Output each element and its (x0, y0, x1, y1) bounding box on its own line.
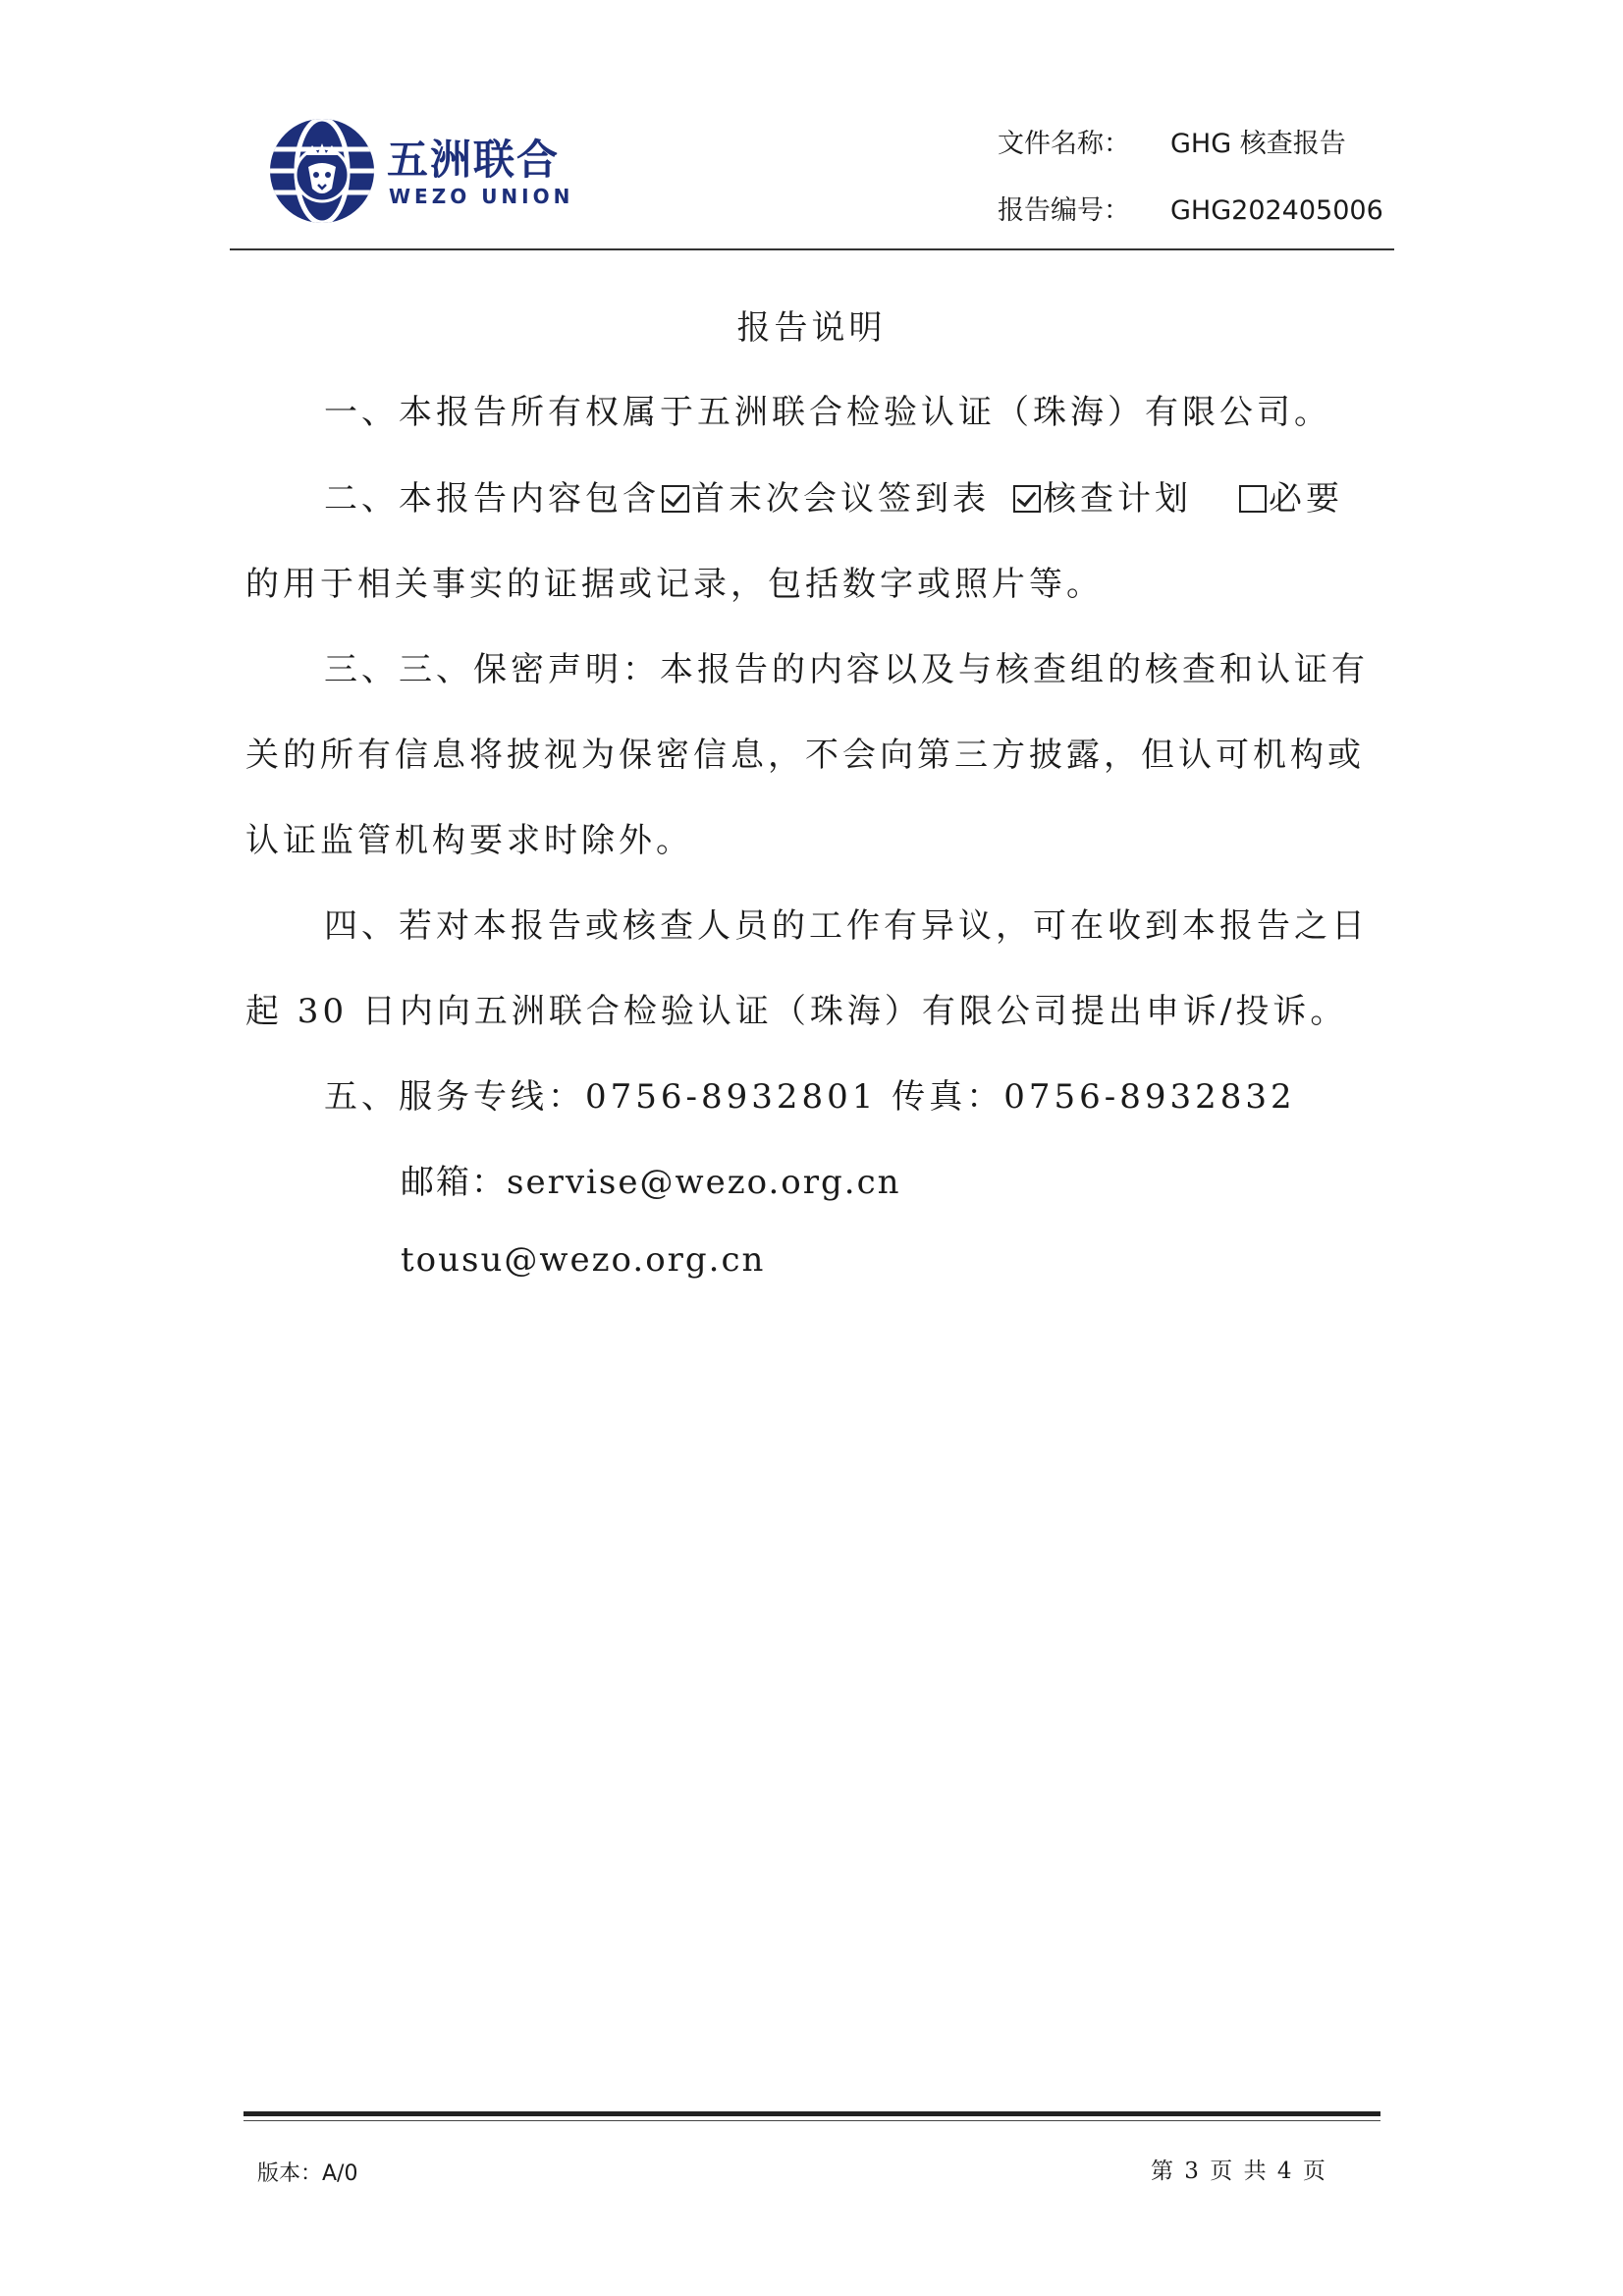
report-number-value: GHG202405006 (1170, 195, 1383, 226)
paragraph-2-prefix: 二、本报告内容包含 (324, 479, 660, 519)
email-line-2: tousu@wezo.org.cn (401, 1240, 766, 1280)
paragraph-3-line-2: 关的所有信息将披视为保密信息，不会向第三方披露，但认可机构或 (245, 736, 1365, 775)
paragraph-1: 一、本报告所有权属于五洲联合检验认证（珠海）有限公司。 (324, 393, 1331, 432)
brand-name-en: WEZO UNION (389, 185, 574, 208)
email-line-1: 邮箱：servise@wezo.org.cn (401, 1163, 901, 1202)
service-hotline: 五、服务专线：0756-8932801 传真：0756-8932832 (324, 1077, 1296, 1117)
paragraph-3-line-3: 认证监管机构要求时除外。 (245, 821, 693, 860)
header-divider (230, 248, 1394, 250)
paragraph-2-line-2: 的用于相关事实的证据或记录，包括数字或照片等。 (245, 565, 1104, 604)
paragraph-4-line-2: 起 30 日内向五洲联合检验认证（珠海）有限公司提出申诉/投诉。 (245, 992, 1348, 1031)
checked-box-icon (662, 485, 689, 513)
option-necessary: 必要 (1269, 479, 1343, 519)
option-verification-plan: 核查计划 (1043, 479, 1192, 519)
page-title: 报告说明 (736, 308, 887, 348)
brand-name-cn: 五洲联合 (387, 136, 561, 184)
company-logo (267, 116, 591, 224)
footer-divider-thin (243, 2120, 1380, 2121)
file-name-value: GHG 核查报告 (1170, 129, 1346, 159)
unchecked-box-icon (1239, 485, 1267, 513)
paragraph-4-line-1: 四、若对本报告或核查人员的工作有异议，可在收到本报告之日 (324, 906, 1369, 946)
file-name-label: 文件名称： (998, 129, 1130, 159)
version-label: 版本：A/0 (257, 2161, 358, 2186)
paragraph-3-line-1: 三、三、保密声明：本报告的内容以及与核查组的核查和认证有 (324, 650, 1369, 689)
footer-divider-thick (243, 2111, 1380, 2116)
report-number-row (998, 189, 1383, 227)
globe-lion-logo-icon (267, 116, 377, 226)
option-sign-in-sheet: 首末次会议签到表 (691, 479, 990, 519)
report-number-label: 报告编号： (998, 195, 1130, 226)
file-name-row (998, 122, 1346, 160)
page-number: 第 3 页 共 4 页 (1151, 2159, 1327, 2184)
paragraph-2-line-1 (324, 471, 1343, 519)
checked-box-icon (1013, 485, 1041, 513)
